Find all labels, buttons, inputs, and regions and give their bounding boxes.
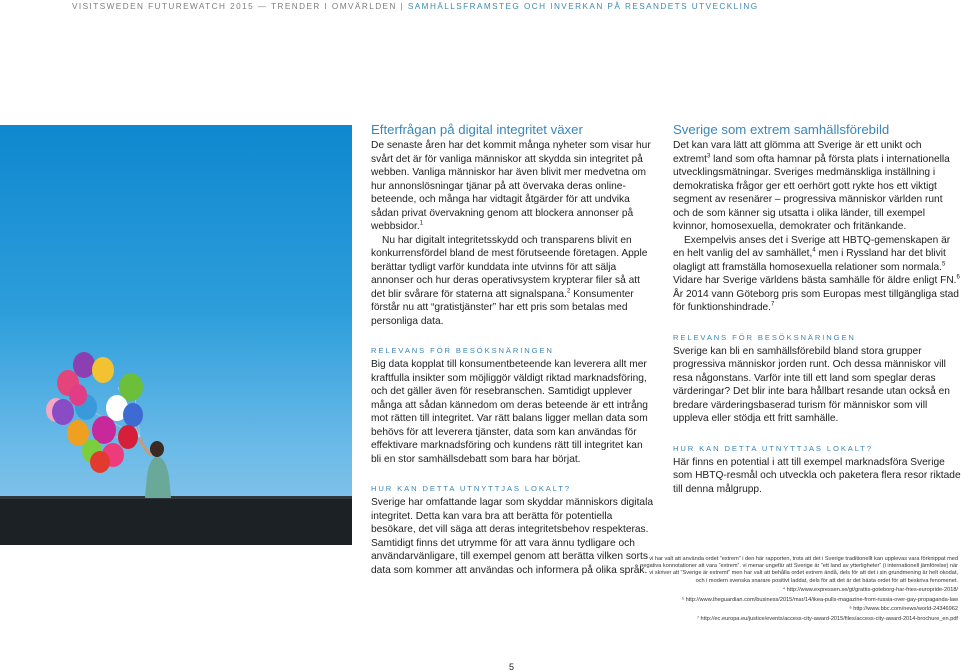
paragraph: Sverige har omfattande lagar som skyddar människors digitala integritet. Detta kan vara bra att berätta för potentiella besökare, det vill säga att deras integritetsbehov respekteras. Samtidigt finns det utrymme för att vara ännu tydligare och användarvänligare, till exempel genom att berätta vilken sorts data som kommer att användas och informera på olika språk. <box>371 497 653 576</box>
paragraph <box>371 139 655 234</box>
balloons-illustration <box>0 125 352 545</box>
header-section: SAMHÄLLSFRAMSTEG OCH INVERKAN PÅ RESANDETS UTVECKLING <box>407 2 759 11</box>
paragraph: Sverige kan bli en samhällsförebild bland stora grupper progressiva människor jorden runt. Och dessa människor vill resa någonstans. Varför inte till ett land som speglar deras värderingar? Det blir inte bara hållbart resande utan också en bredare värderingsbaserad turism för människor som vill uppleva eller stödja ett fritt samhälle. <box>673 345 950 424</box>
footnote: ³ vi har valt att använda ordet “extrem” i den här rapporten, trots att det i Sverige traditionellt kan upplevas vara förknippat med negativa konnotationer att vara “extrem”. vi menar ungefär att Sverige är “ett land av ytterligheter” (i internationell jämförelse) när vi skriver att “Sverige är extremt” men har valt att behålla ordet extrem ändå, dels för att det i sin grundmening är helt okodat, och i modern svenska snarare positivt laddat, dels för att det är det bästa ordet för att beskriva fenomenet. <box>640 556 958 584</box>
balloons-photo <box>0 125 352 665</box>
running-header <box>72 2 759 11</box>
footnote-link[interactable]: ⁴ http://www.expressen.se/gt/grattis-goteborg-har-fries-europride-2018/ <box>782 587 958 594</box>
subheading-local-use: HUR KAN DETTA UTNYTTJAS LOKALT? <box>371 484 571 493</box>
page-number: 5 <box>509 662 515 672</box>
footnote-ref[interactable]: 6 <box>956 274 960 281</box>
article-column-left <box>371 122 655 577</box>
article-title-sweden: Sverige som extrem samhällsförebild <box>673 122 890 137</box>
paragraph-text: Vidare har Sverige världens bästa samhälle för äldre enligt FN. <box>673 275 957 286</box>
footnote-ref[interactable]: 4 <box>812 247 816 254</box>
paragraph-text: De senaste åren har det kommit många nyheter som visar hur svårt det är för vanliga människor att skydda sin integritet på webben. Vanliga människor har även blivit mer medvetna om hur annonslösningar tjänar på att övervaka deras online-beteende, och många har vidtagit åtgärder för att undvika sådan privat övervakning genom att blockera annonser på webbsidor. <box>371 140 651 232</box>
paragraph-text: Det kan vara lätt att glömma att Sverige är ett unikt och extremt <box>673 140 922 165</box>
paragraph <box>673 234 961 315</box>
paragraph <box>673 139 961 234</box>
paragraph-text: Konsumenter förstår nu att “gratistjänster” har ett pris som betalas med personliga data. <box>371 288 634 327</box>
paragraph: Big data kopplat till konsumentbeteende kan leverera allt mer kraftfulla insikter som möjliggör väldigt riktad marknadsföring, och det gäller även för resebranschen. Samtidigt upplever många att sådan kännedom om deras beteende är ett intrång mot rätten till integritet. Var rätt balans ligger mellan data som behövs för att leverera tjänster, data som kan användas för effektivare marknadsföring och kundens rätt till integritet kan bli en stor samhällsdebatt som bara har börjat. <box>371 359 648 465</box>
paragraph-text: År 2014 vann Göteborg pris som Europas mest tillgängliga stad för funktionshindrade. <box>673 288 959 313</box>
article-column-right <box>673 122 961 496</box>
paragraph-text: men i Ryssland har det blivit olagligt att framställa homosexuella relationer som normala. <box>673 248 946 273</box>
photo-caption: Bild: Ola Ericson/imagebank.sweden.se <box>11 656 152 665</box>
paragraph-text: Exempelvis anses det i Sverige att HBTQ-gemenskapen är en helt vanlig del av samhället, <box>673 234 951 259</box>
footnote-ref[interactable]: 2 <box>566 288 571 295</box>
footnote-ref[interactable]: 5 <box>941 261 946 268</box>
subheading-local-use: HUR KAN DETTA UTNYTTJAS LOKALT? <box>673 443 873 453</box>
footnote-link[interactable]: ⁵ http://www.theguardian.com/business/2015/mar/14/ikea-pulls-magazine-from-russia-over-gay-propaganda-law <box>681 596 958 603</box>
paragraph-text: land som ofta hamnar på första plats i internationella utvecklingsmätningar. Sveriges medmänskliga inställning i demokratiska frågor ger ett oerhört gott rykte hos ett viktigt segment av resenärer – progressiva människor världen runt och de som känner sig utsatta i olika länder, till exempel kvinnor, homosexuella, demokrater och fritänkande. <box>673 153 950 232</box>
footnote-link[interactable]: ⁷ http://ec.europa.eu/justice/events/access-city-award-2015/files/access-city-award-2014-brochure_en.pdf <box>696 615 958 622</box>
footnote-ref[interactable]: 3 <box>706 153 711 160</box>
footnotes <box>640 556 958 626</box>
footnote-ref[interactable]: 7 <box>770 301 775 308</box>
balloon-cluster <box>46 352 143 473</box>
paragraph: Här finns en potential i att till exempel marknadsföra Sverige som HBTQ-resmål och utveckla och paketera flera resor riktade till denna målgrupp. <box>673 456 961 495</box>
paragraph-text: Nu har digitalt integritetsskydd och transparens blivit en konkurrensfördel bland de mest förutseende företagen. Apple berättar tydligt varför kunddata inte utvinns för att sälja annonser och hur deras operativsystem krypterar filer så att det blir svårare för staterna att signalspana. <box>371 234 648 300</box>
paragraph <box>371 234 655 329</box>
subheading-relevance: RELEVANS FÖR BESÖKSNÄRINGEN <box>371 346 554 355</box>
article-title-integrity: Efterfrågan på digital integritet växer <box>371 122 583 137</box>
footnote-ref[interactable]: 1 <box>419 220 424 227</box>
header-prefix: VISITSWEDEN FUTUREWATCH 2015 — TRENDER I OMVÄRLDEN | <box>72 2 408 11</box>
footnote-link[interactable]: ⁶ http://www.bbc.com/news/world-24346962 <box>849 606 958 613</box>
subheading-relevance: RELEVANS FÖR BESÖKSNÄRINGEN <box>673 332 856 342</box>
